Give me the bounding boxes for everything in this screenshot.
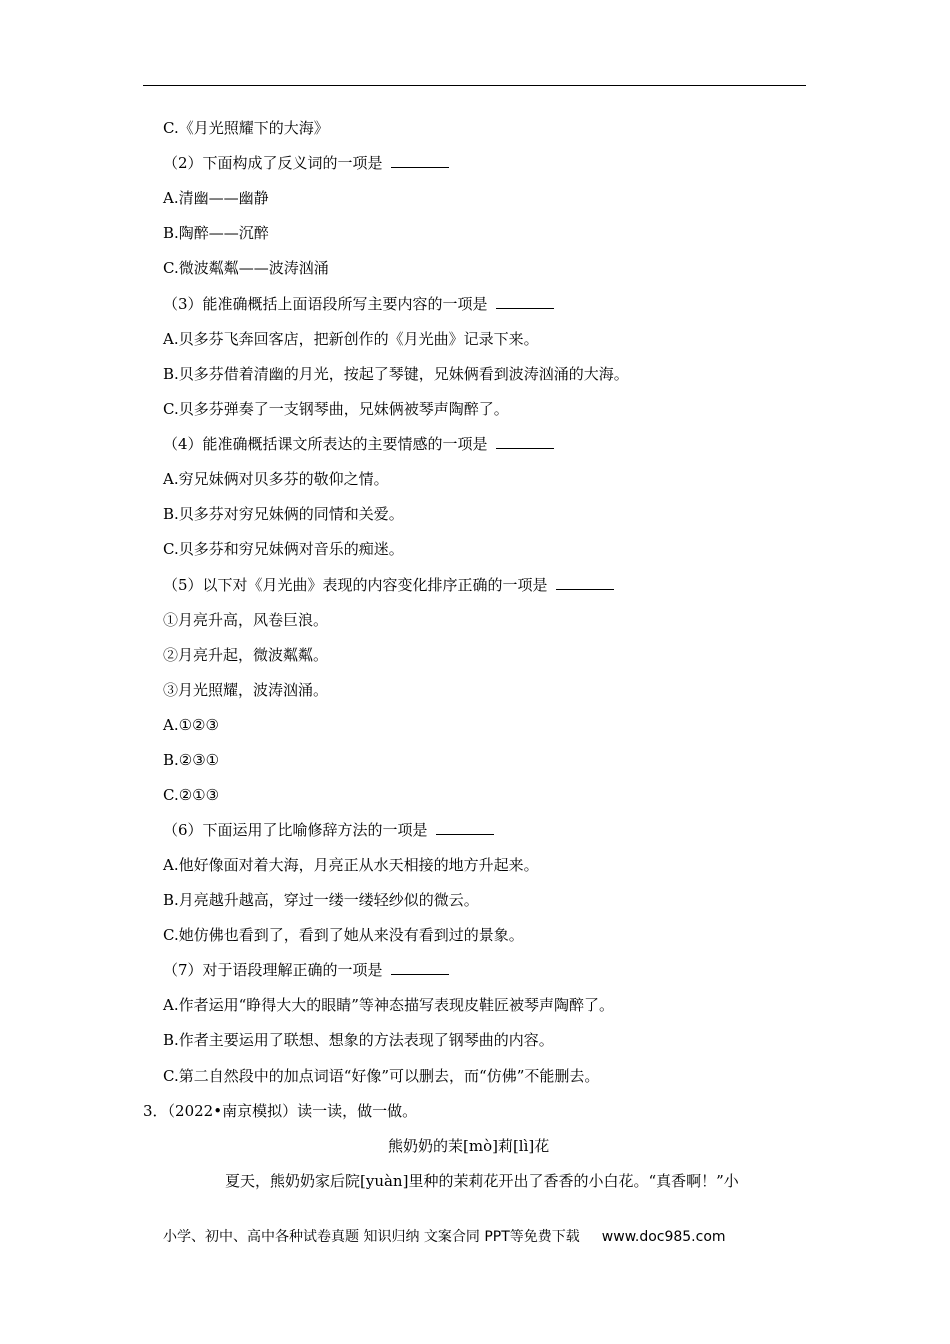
question-2-text: （2）下面构成了反义词的一项是 bbox=[163, 154, 383, 172]
question-4-text: （4）能准确概括课文所表达的主要情感的一项是 bbox=[163, 435, 488, 453]
q5-item-2: ②月亮升起，微波粼粼。 bbox=[163, 646, 329, 664]
option-a-q4: A.穷兄妹俩对贝多芬的敬仰之情。 bbox=[163, 470, 389, 488]
question-3-text: （3）能准确概括上面语段所写主要内容的一项是 bbox=[163, 295, 488, 313]
option-b-q3: B.贝多芬借着清幽的月光，按起了琴键，兄妹俩看到波涛汹涌的大海。 bbox=[163, 365, 629, 383]
question-5 bbox=[163, 575, 614, 595]
question-2 bbox=[163, 153, 449, 173]
question-5-text: （5）以下对《月光曲》表现的内容变化排序正确的一项是 bbox=[163, 576, 548, 594]
option-c-q7: C.第二自然段中的加点词语“好像”可以删去，而“仿佛”不能删去。 bbox=[163, 1067, 600, 1085]
option-a-q2: A.清幽——幽静 bbox=[163, 189, 269, 207]
answer-blank[interactable] bbox=[391, 960, 449, 975]
option-a-q3: A.贝多芬飞奔回客店，把新创作的《月光曲》记录下来。 bbox=[163, 330, 539, 348]
question-7-text: （7）对于语段理解正确的一项是 bbox=[163, 961, 383, 979]
question-4 bbox=[163, 434, 554, 454]
footer-site-link[interactable]: www.doc985.com bbox=[601, 1229, 726, 1245]
answer-blank[interactable] bbox=[496, 434, 554, 449]
option-a-q7: A.作者运用“睁得大大的眼睛”等神态描写表现皮鞋匠被琴声陶醉了。 bbox=[163, 996, 614, 1014]
option-c-q3: C.贝多芬弹奏了一支钢琴曲，兄妹俩被琴声陶醉了。 bbox=[163, 400, 509, 418]
question-6 bbox=[163, 820, 494, 840]
option-c-q1: C.《月光照耀下的大海》 bbox=[163, 119, 329, 137]
option-c-q6: C.她仿佛也看到了，看到了她从来没有看到过的景象。 bbox=[163, 926, 524, 944]
option-b-q4: B.贝多芬对穷兄妹俩的同情和关爱。 bbox=[163, 505, 404, 523]
question-3 bbox=[163, 294, 554, 314]
option-c-q4: C.贝多芬和穷兄妹俩对音乐的痴迷。 bbox=[163, 540, 404, 558]
question-7 bbox=[163, 960, 449, 980]
passage-title: 熊奶奶的茉[mò]莉[lì]花 bbox=[388, 1137, 550, 1155]
page-footer bbox=[163, 1227, 726, 1247]
q5-item-3: ③月光照耀，波涛汹涌。 bbox=[163, 681, 329, 699]
answer-blank[interactable] bbox=[496, 294, 554, 309]
option-a-q6: A.他好像面对着大海，月亮正从水天相接的地方升起来。 bbox=[163, 856, 539, 874]
footer-text: 小学、初中、高中各种试卷真题 知识归纳 文案合同 PPT等免费下载 bbox=[163, 1229, 580, 1245]
passage-paragraph: 夏天，熊奶奶家后院[yuàn]里种的茉莉花开出了香香的小白花。“真香啊！”小 bbox=[225, 1172, 739, 1190]
option-b-q7: B.作者主要运用了联想、想象的方法表现了钢琴曲的内容。 bbox=[163, 1031, 554, 1049]
answer-blank[interactable] bbox=[391, 153, 449, 168]
option-c-q5: C.②①③ bbox=[163, 786, 220, 804]
option-c-q2: C.微波粼粼——波涛汹涌 bbox=[163, 259, 329, 277]
option-b-q5: B.②③① bbox=[163, 751, 220, 769]
q5-item-1: ①月亮升高，风卷巨浪。 bbox=[163, 611, 329, 629]
answer-blank[interactable] bbox=[556, 575, 614, 590]
question-6-text: （6）下面运用了比喻修辞方法的一项是 bbox=[163, 821, 428, 839]
header-rule bbox=[143, 85, 806, 86]
problem-3-heading: 3．（2022•南京模拟）读一读，做一做。 bbox=[143, 1102, 418, 1120]
option-b-q6: B.月亮越升越高，穿过一缕一缕轻纱似的微云。 bbox=[163, 891, 479, 909]
option-a-q5: A.①②③ bbox=[163, 716, 219, 734]
option-b-q2: B.陶醉——沉醉 bbox=[163, 224, 269, 242]
answer-blank[interactable] bbox=[436, 820, 494, 835]
